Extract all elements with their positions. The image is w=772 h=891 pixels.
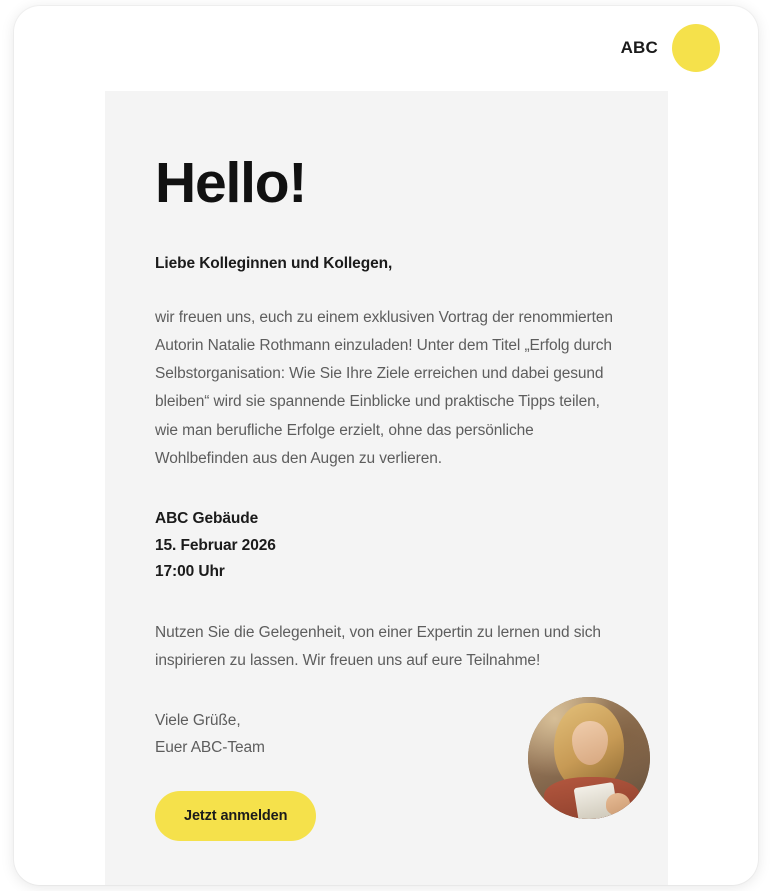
- newsletter-card: [14, 6, 758, 885]
- event-details: [155, 506, 618, 586]
- photo-hand: [606, 793, 630, 815]
- event-location: ABC Gebäude: [155, 510, 259, 528]
- speaker-photo: [528, 697, 650, 819]
- body-paragraph: wir freuen uns, euch zu einem exklusiven Vortrag der renommierten Autorin Natalie Rothmann einzuladen! Unter dem Titel „Erfolg durch Selbstorganisation: Wie Sie Ihre Ziele erreichen und dabei gesund bleiben“ wird sie spannende Einblicke und praktische Tipps teilen, wie man berufliche Erfolge erzielt, ohne das persönliche Wohlbefinden aus den Augen zu verlieren.: [155, 308, 613, 467]
- salutation-text: Liebe Kolleginnen und Kollegen,: [155, 254, 393, 272]
- header: [14, 6, 758, 90]
- closing-paragraph: Nutzen Sie die Gelegenheit, von einer Expertin zu lernen und sich inspirieren zu lassen. Wir freuen uns auf eure Teilnahme!: [155, 624, 601, 670]
- register-button[interactable]: Jetzt anmelden: [155, 791, 316, 841]
- brand-dot-icon: [672, 24, 720, 72]
- signature-line-2: Euer ABC-Team: [155, 739, 265, 757]
- signature-line-1: Viele Grüße,: [155, 712, 241, 730]
- event-date: 15. Februar 2026: [155, 536, 276, 554]
- brand-label: ABC: [620, 38, 658, 57]
- page-title: Hello!: [155, 151, 307, 215]
- event-time: 17:00 Uhr: [155, 563, 225, 581]
- newsletter-panel: [105, 91, 668, 885]
